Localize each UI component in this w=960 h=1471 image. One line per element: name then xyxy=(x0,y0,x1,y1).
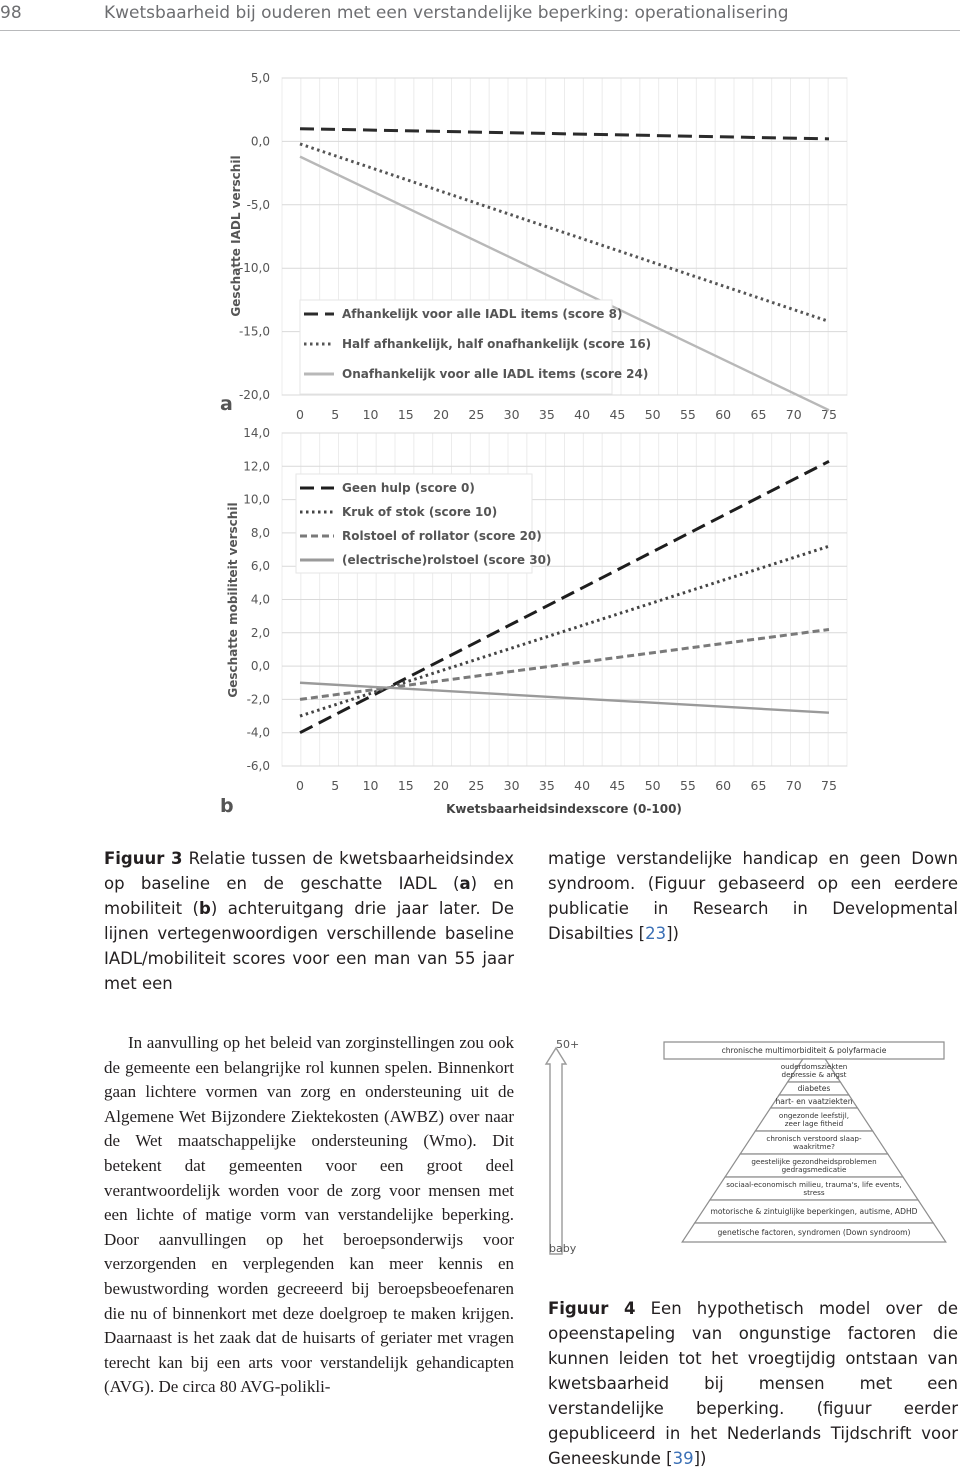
y-tick-label: 2,0 xyxy=(250,625,270,640)
figure-4-caption xyxy=(548,1296,958,1471)
legend-entry: (electrische)rolstoel (score 30) xyxy=(342,553,552,567)
x-tick-label: 15 xyxy=(397,407,414,422)
chart-panel-b xyxy=(220,426,847,817)
pyramid-layer-label: waakritme? xyxy=(793,1141,835,1151)
figure-3-caption-right xyxy=(548,846,958,946)
arrow-bottom-label: baby xyxy=(549,1242,577,1255)
x-tick-label: 70 xyxy=(785,778,802,793)
caption-text: ]) xyxy=(693,1449,707,1468)
caption-text: ) achteruitgang drie jaar later. De lijnen vertegenwoordigen verschillende baseline IADL/mobiliteit scores voor een man van 55 jaar met een xyxy=(104,899,514,993)
y-tick-label: 5,0 xyxy=(250,71,270,85)
y-tick-label: -4,0 xyxy=(246,725,270,740)
legend-entry: Onafhankelijk voor alle IADL items (score 24) xyxy=(342,367,649,381)
x-tick-label: 10 xyxy=(362,407,379,422)
x-tick-label: 5 xyxy=(331,778,340,793)
x-tick-label: 25 xyxy=(468,778,485,793)
pyramid-layer-label: geestelijke gezondheidsproblemen xyxy=(751,1157,877,1167)
running-title: Kwetsbaarheid bij ouderen met een verstandelijke beperking: operationalisering xyxy=(104,3,789,23)
y-tick-label: 14,0 xyxy=(243,426,270,440)
x-tick-label: 40 xyxy=(574,407,591,422)
figure-4-label: Figuur 4 xyxy=(548,1299,636,1318)
pyramid-layer-label: sociaal-economisch milieu, trauma's, life events, xyxy=(726,1180,902,1190)
panel-label: b xyxy=(220,795,234,817)
x-tick-label: 50 xyxy=(644,778,661,793)
figure-3-caption-left xyxy=(104,846,514,996)
y-tick-label: 6,0 xyxy=(250,559,270,574)
caption-panel-a: a xyxy=(459,874,471,893)
caption-text: Relatie tussen de kwetsbaarheidsindex xyxy=(188,849,515,868)
x-tick-label: 20 xyxy=(433,778,450,793)
panel-label: a xyxy=(220,393,233,415)
x-tick-label: 50 xyxy=(644,407,661,422)
x-tick-label: 25 xyxy=(468,407,485,422)
figure-3-label: Figuur 3 xyxy=(104,849,183,868)
y-tick-label: 10,0 xyxy=(243,492,270,507)
pyramid-layer-label: gedragsmedicatie xyxy=(781,1164,847,1174)
y-tick-label: 8,0 xyxy=(250,525,270,540)
pyramid-layer-label: diabetes xyxy=(797,1084,831,1093)
x-tick-label: 35 xyxy=(538,778,555,793)
x-tick-label: 65 xyxy=(750,778,767,793)
citation-link[interactable]: 23 xyxy=(645,924,667,943)
legend-entry: Geen hulp (score 0) xyxy=(342,481,475,495)
pyramid-layer-label: genetische factoren, syndromen (Down syndroom) xyxy=(717,1228,911,1237)
x-tick-label: 75 xyxy=(821,778,837,793)
x-tick-label: 60 xyxy=(715,407,732,422)
legend-entry: Rolstoel of rollator (score 20) xyxy=(342,529,542,543)
y-axis-label: Geschatte mobiliteit verschil xyxy=(226,502,240,698)
y-tick-label: -10,0 xyxy=(238,261,270,276)
x-tick-label: 55 xyxy=(679,407,696,422)
x-tick-label: 0 xyxy=(296,778,304,793)
pyramid-layer-label: ongezonde leefstijl, xyxy=(778,1111,850,1121)
x-tick-label: 30 xyxy=(503,778,520,793)
x-tick-label: 0 xyxy=(296,407,304,422)
caption-text: ]) xyxy=(666,924,679,943)
caption-panel-b: b xyxy=(199,899,211,918)
page-number: 98 xyxy=(0,3,22,23)
caption-text: op baseline en de geschatte IADL ( xyxy=(104,874,460,893)
x-tick-label: 55 xyxy=(679,778,696,793)
x-tick-label: 35 xyxy=(538,407,555,422)
pyramid-layer-label: zeer lage fitheid xyxy=(784,1118,844,1128)
legend-entry: Half afhankelijk, half onafhankelijk (score 16) xyxy=(342,337,652,351)
pyramid-layer-label: chronische multimorbiditeit & polyfarmacie xyxy=(721,1046,887,1055)
y-tick-label: -15,0 xyxy=(238,324,270,339)
caption-text: matige verstandelijke handicap en geen Down syndroom. (Figuur gebaseerd op een eerdere publicatie in Research in Developmental Disabilties [ xyxy=(548,849,958,943)
pyramid-layer-label: hart- en vaatziekten xyxy=(775,1097,853,1106)
x-tick-label: 20 xyxy=(433,407,450,422)
x-tick-label: 30 xyxy=(503,407,520,422)
pyramid-layer-label: chronisch verstoord slaap- xyxy=(766,1134,862,1144)
y-tick-label: 0,0 xyxy=(250,134,270,149)
x-tick-label: 45 xyxy=(609,407,626,422)
y-tick-label: -2,0 xyxy=(246,692,270,707)
x-axis-label: Kwetsbaarheidsindexscore (0-100) xyxy=(446,802,682,816)
caption-text: Een hypothetisch model over de opeenstapeling van ongunstige factoren die kunnen leiden tot het vroegtijdig ontstaan van kwetsbaarheid bij mensen met een verstandelijke beperking. (figuur eerder gepubliceerd in het Nederlands Tijdschrift voor Geneeskunde [ xyxy=(548,1299,959,1468)
x-tick-label: 65 xyxy=(750,407,767,422)
arrow-top-label: 50+ xyxy=(556,1038,580,1051)
pyramid-layer-label: motorische & zintuiglijke beperkingen, autisme, ADHD xyxy=(710,1207,918,1216)
y-tick-label: 4,0 xyxy=(250,592,270,607)
pyramid-layers xyxy=(664,1042,946,1242)
body-paragraph: In aanvulling op het beleid van zorginstellingen zou ook de gemeente een belangrijke rol kunnen spelen. Binnenkort gaan lichtere vormen van zorg en ondersteuning uit de Algemene Wet Bijzondere Ziektekosten (AWBZ) over naar de Wet maatschappelijke ondersteuning (Wmo). Dit betekent dat gemeenten voor een groot deel verantwoordelijk worden voor de zorg voor mensen met een lichte of matige vorm van verstandelijke beperking. Door aanvullingen op het beroepsonderwijs voor verzorgenden en verplegenden kan meer kennis en bewustwording worden gecreeerd bij beroepsbeoefenaren die nu of binnenkort met deze doelgroep te maken krijgen. Daarnaast is het zaak dat de huisarts of geriater met vragen terecht kan bij een arts voor verstandelijk gehandicapten (AVG). De circa 80 AVG-polikli- xyxy=(104,1033,514,1397)
y-tick-label: -6,0 xyxy=(246,759,270,773)
legend-entry: Afhankelijk voor alle IADL items (score 8) xyxy=(342,307,623,321)
x-tick-label: 15 xyxy=(397,778,414,793)
x-tick-label: 60 xyxy=(715,778,732,793)
pyramid-layer-label: depressie & angst xyxy=(781,1069,847,1079)
y-tick-label: -5,0 xyxy=(246,197,270,212)
arrow-up-icon xyxy=(546,1048,566,1254)
y-axis-label: Geschatte IADL verschil xyxy=(229,155,243,317)
x-tick-label: 70 xyxy=(785,407,802,422)
y-tick-label: 0,0 xyxy=(250,659,270,674)
x-tick-label: 40 xyxy=(574,778,591,793)
x-tick-label: 10 xyxy=(362,778,379,793)
pyramid-layer-label: stress xyxy=(803,1187,825,1197)
legend-entry: Kruk of stok (score 10) xyxy=(342,505,498,519)
x-tick-label: 45 xyxy=(609,778,626,793)
caption-text: ) en mobiliteit ( xyxy=(104,874,514,918)
chart-panel-a xyxy=(220,71,847,422)
x-tick-label: 5 xyxy=(331,407,340,422)
figure-4-pyramid xyxy=(544,1036,960,1276)
citation-link[interactable]: 39 xyxy=(672,1449,694,1468)
pyramid-layer-label: ouderdomsziekten xyxy=(780,1062,848,1072)
y-tick-label: -20,0 xyxy=(238,388,270,402)
y-tick-label: 12,0 xyxy=(243,459,270,474)
x-tick-label: 75 xyxy=(821,407,837,422)
